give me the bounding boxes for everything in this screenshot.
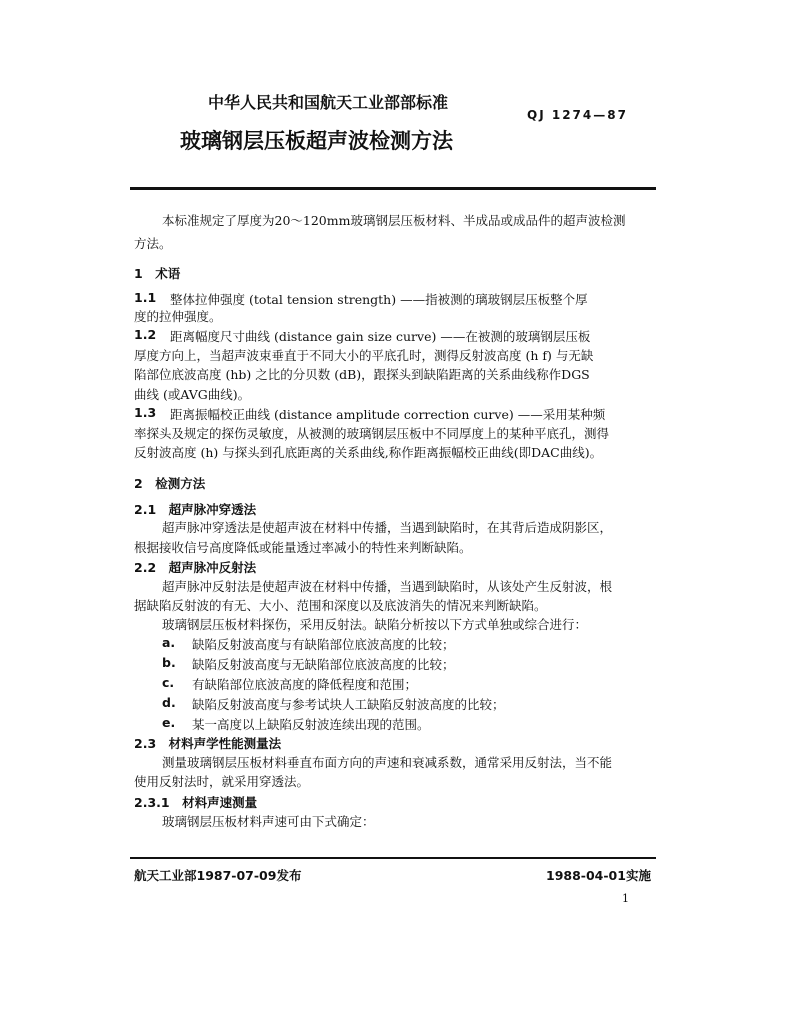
list-item-d-text: 缺陷反射波高度与参考试块人工缺陷反射波高度的比较； bbox=[192, 697, 505, 712]
section-2-3-line-1: 测量玻璃钢层压板材料垂直布面方向的声速和衰减系数，通常采用反射法，当不能 bbox=[162, 755, 613, 770]
document-title: 玻璃钢层压板超声波检测方法 bbox=[180, 129, 453, 153]
term-1-2-line-4: 曲线 (或AVG曲线)。 bbox=[134, 387, 251, 402]
intro-line-1: 本标准规定了厚度为20～120mm玻璃钢层压板材料、半成品或成品件的超声波检测 bbox=[162, 213, 626, 228]
section-2-1-heading: 2.1 超声脉冲穿透法 bbox=[134, 502, 257, 517]
term-1-1-number: 1.1 bbox=[134, 290, 157, 305]
section-2-3-1-heading: 2.3.1 材料声速测量 bbox=[134, 795, 258, 810]
section-2-2-line-3: 玻璃钢层压板材料探伤，采用反射法。缺陷分析按以下方式单独或综合进行： bbox=[162, 617, 588, 632]
list-item-b-label: b. bbox=[162, 655, 176, 670]
list-item-a-label: a. bbox=[162, 635, 176, 650]
section-2-1-line-1: 超声脉冲穿透法是使超声波在材料中传播，当遇到缺陷时，在其背后造成阴影区， bbox=[162, 520, 613, 535]
footer-rule bbox=[130, 857, 656, 859]
list-item-a-text: 缺陷反射波高度与有缺陷部位底波高度的比较； bbox=[192, 637, 455, 652]
list-item-e-label: e. bbox=[162, 715, 176, 730]
page-number: 1 bbox=[622, 892, 629, 905]
term-1-2-number: 1.2 bbox=[134, 327, 157, 342]
term-1-2-line-1: 距离幅度尺寸曲线 (distance gain size curve) ——在被测的玻璃钢层压板 bbox=[170, 329, 591, 344]
list-item-d-label: d. bbox=[162, 695, 176, 710]
section-2-1-line-2: 根据接收信号高度降低或能量透过率减小的特性来判断缺陷。 bbox=[134, 540, 472, 555]
section-1-heading: 1 术语 bbox=[134, 266, 181, 281]
term-1-1-line-1: 整体拉伸强度 (total tension strength) ——指被测的璃玻钢层压板整个厚 bbox=[170, 292, 588, 307]
term-1-3-line-1: 距离振幅校正曲线 (distance amplitude correction curve) ——采用某种频 bbox=[170, 407, 606, 422]
term-1-2-line-2: 厚度方向上，当超声波束垂直于不同大小的平底孔时，测得反射波高度 (h f) 与无缺 bbox=[134, 348, 594, 363]
header-rule bbox=[130, 187, 656, 190]
section-2-2-line-2: 据缺陷反射波的有无、大小、范围和深度以及底波消失的情况来判断缺陷。 bbox=[134, 598, 547, 613]
section-2-2-heading: 2.2 超声脉冲反射法 bbox=[134, 560, 257, 575]
intro-line-2: 方法。 bbox=[134, 236, 172, 251]
list-item-b-text: 缺陷反射波高度与无缺陷部位底波高度的比较； bbox=[192, 657, 455, 672]
section-2-3-line-2: 使用反射法时，就采用穿透法。 bbox=[134, 774, 310, 789]
standard-code: QJ 1274—87 bbox=[527, 108, 628, 122]
standard-org: 中华人民共和国航天工业部部标准 bbox=[208, 93, 449, 112]
term-1-2-line-3: 陷部位底波高度 (hb) 之比的分贝数 (dB)，跟探头到缺陷距离的关系曲线称作DGS bbox=[134, 367, 590, 382]
section-2-3-1-line-1: 玻璃钢层压板材料声速可由下式确定： bbox=[162, 814, 375, 829]
issue-date: 航天工业部1987-07-09发布 bbox=[134, 868, 302, 883]
list-item-e-text: 某一高度以上缺陷反射波连续出现的范围。 bbox=[192, 717, 430, 732]
section-2-heading: 2 检测方法 bbox=[134, 476, 206, 491]
term-1-1-line-2: 度的拉伸强度。 bbox=[134, 309, 222, 324]
term-1-3-number: 1.3 bbox=[134, 405, 157, 420]
list-item-c-label: c. bbox=[162, 675, 175, 690]
section-2-2-line-1: 超声脉冲反射法是使超声波在材料中传播，当遇到缺陷时，从该处产生反射波，根 bbox=[162, 579, 613, 594]
list-item-c-text: 有缺陷部位底波高度的降低程度和范围； bbox=[192, 677, 418, 692]
section-2-3-heading: 2.3 材料声学性能测量法 bbox=[134, 736, 282, 751]
term-1-3-line-2: 率探头及规定的探伤灵敏度，从被测的玻璃钢层压板中不同厚度上的某种平底孔，测得 bbox=[134, 426, 610, 441]
term-1-3-line-3: 反射波高度 (h) 与探头到孔底距离的关系曲线,称作距离振幅校正曲线(即DAC曲线)。 bbox=[134, 445, 603, 460]
effective-date: 1988-04-01实施 bbox=[546, 868, 651, 883]
